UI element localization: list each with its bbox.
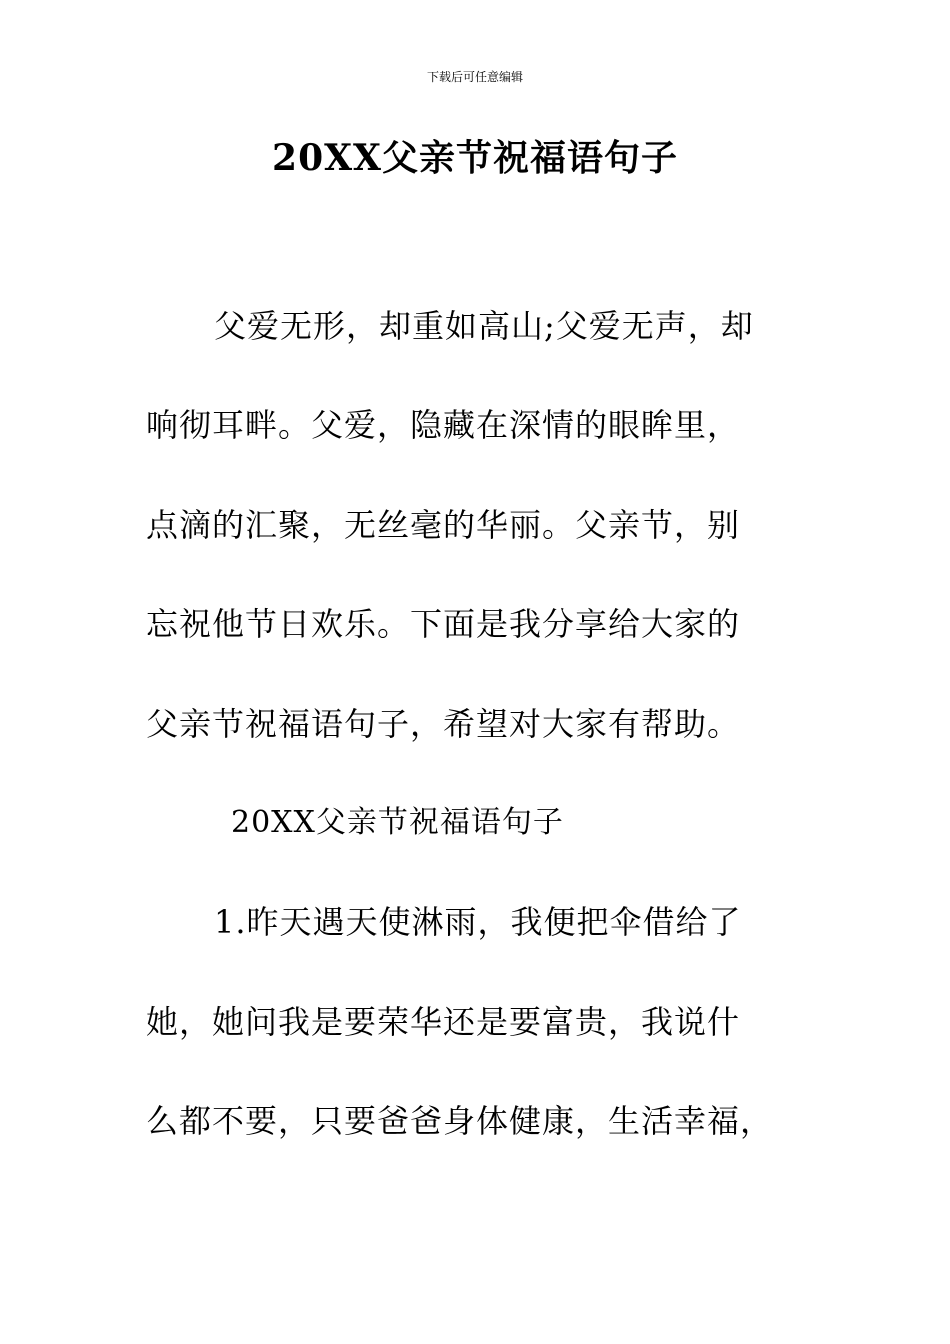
header-note: 下载后可任意编辑: [426, 70, 523, 84]
item1-line-2: 她，她问我是要荣华还是要富贵，我说什: [146, 1003, 741, 1041]
intro-line-5: 父亲节祝福语句子，希望对大家有帮助。: [146, 705, 741, 743]
intro-line-2: 响彻耳畔。父爱，隐藏在深情的眼眸里，: [146, 406, 741, 444]
intro-line-3: 点滴的汇聚，无丝毫的华丽。父亲节，别: [146, 506, 741, 544]
document-title: 20XX父亲节祝福语句子: [272, 137, 678, 179]
intro-line-1: 父爱无形，却重如高山;父爱无声，却: [214, 307, 754, 345]
intro-line-4: 忘祝他节日欢乐。下面是我分享给大家的: [146, 605, 741, 643]
section-subheading: 20XX父亲节祝福语句子: [231, 805, 564, 840]
item1-line-3: 么都不要，只要爸爸身体健康，生活幸福，: [146, 1102, 774, 1140]
item1-line-1: 1.昨天遇天使淋雨，我便把伞借给了: [214, 903, 742, 941]
